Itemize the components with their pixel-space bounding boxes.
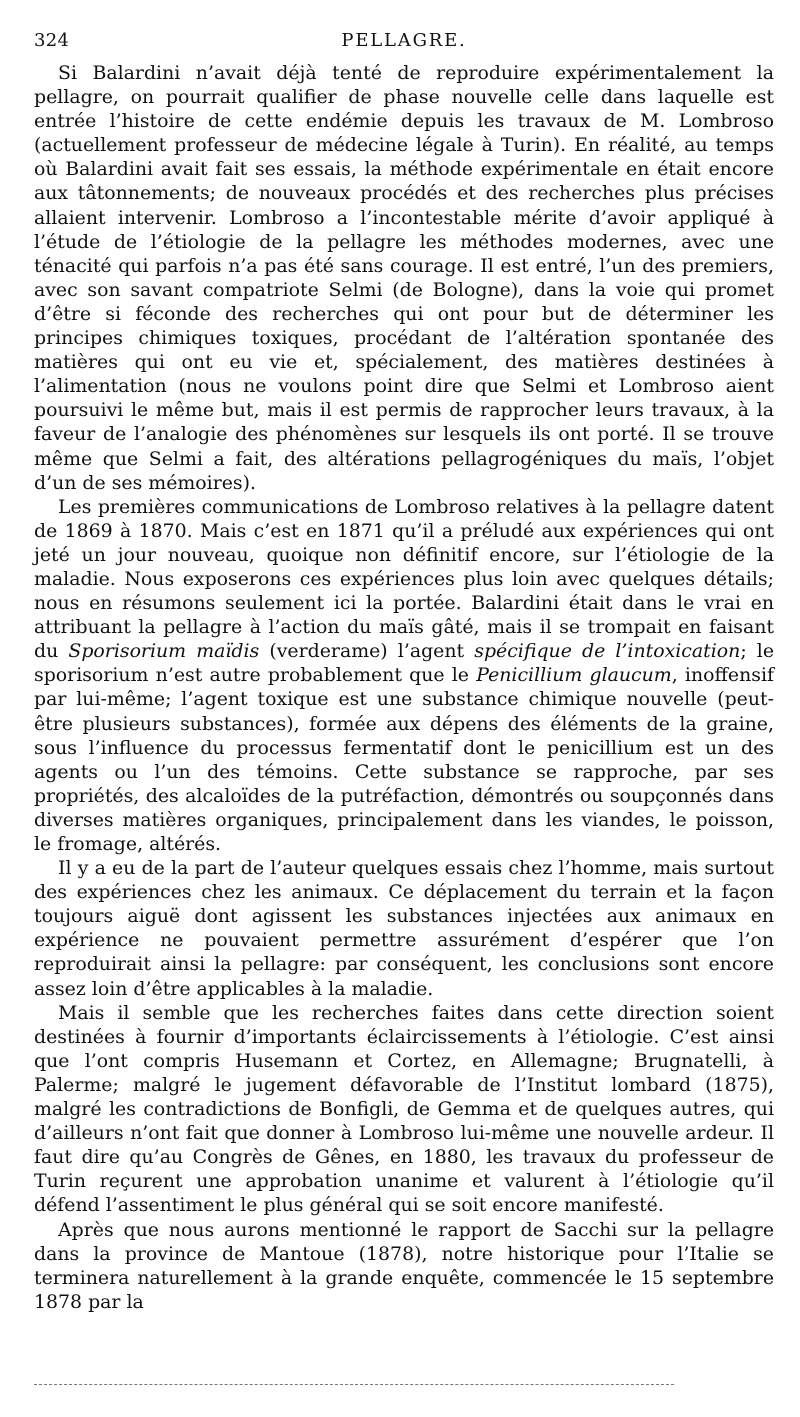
paragraph (34, 1001, 774, 1218)
paragraph (34, 61, 774, 495)
text-run: Il y a eu de la part de l’auteur quelques essais chez l’homme, mais surtout des expériences chez les animaux. Ce déplacement du terrain et la façon toujours aiguë dont agissent les substances injectées aux animaux en expérience ne pouvaient permettre assurément d’espérer que l’on reproduirait ainsi la pellagre: par conséquent, les conclusions sont encore assez loin d’être applicables à la maladie. (34, 857, 774, 1000)
paragraph (34, 856, 774, 1001)
text-run: , inoffensif par lui-même; l’agent toxique est une substance chimique nouvelle (peut-être plusieurs substances), formée aux dépens des éléments de la graine, sous l’influence du processus fermentatif dont le penicillium est un des agents ou l’un des témoins. Cette substance se rapproche, par ses propriétés, des alcaloïdes de la putréfaction, démontrés ou soupçonnés dans diverses matières organiques, principalement dans les viandes, le poisson, le fromage, altérés. (34, 664, 774, 855)
text-run: Si Balardini n’avait déjà tenté de reproduire expérimentalement la pellagre, on pourrait qualifier de phase nouvelle celle dans laquelle est entrée l’histoire de cette endémie depuis les travaux de M. Lombroso (actuellement professeur de médecine légale à Turin). En réalité, au temps où Balardini avait fait ses essais, la méthode expérimentale en était encore aux tâtonnements; de nouveaux procédés et des recherches plus précises allaient intervenir. Lombroso a l’incontestable mérite d’avoir appliqué à l’étude de l’étiologie de la pellagre les méthodes modernes, avec une ténacité qui parfois n’a pas été sans courage. Il est entré, l’un des premiers, avec son savant compatriote Selmi (de Bologne), dans la voie qui promet d’être si féconde des recherches qui ont pour but de déterminer les principes chimiques toxiques, procédant de l’altération spontanée des matières qui ont eu vie et, spécialement, des matières destinées à l’alimentation (nous ne voulons point dire que Selmi et Lombroso aient poursuivi le même but, mais il est permis de rapprocher leurs travaux, à la faveur de l’analogie des phénomènes sur lesquels ils ont porté. Il se trouve même que Selmi a fait, des altérations pellagrogéniques du maïs, l’objet d’un de ses mémoires). (34, 62, 774, 494)
body-text (34, 61, 774, 1314)
text-run: (verderame) l’agent (259, 640, 475, 663)
footer-dashed-rule (34, 1384, 674, 1385)
italic-term: Penicillium glaucum (476, 664, 672, 687)
paragraph (34, 1218, 774, 1314)
text-run: Après que nous aurons mentionné le rapport de Sacchi sur la pellagre dans la province de Mantoue (1878), notre historique pour l’Italie se terminera naturellement à la grande enquête, commencée le 15 septembre 1878 par la (34, 1218, 774, 1313)
paragraph (34, 495, 774, 856)
italic-term: spécifique de l’intoxication (474, 640, 741, 663)
italic-term: Sporisorium maïdis (68, 640, 260, 663)
text-run: Mais il semble que les recherches faites dans cette direction soient destinées à fournir d’importants éclaircissements à l’étiologie. C’est ainsi que l’ont compris Husemann et Cortez, en Allemagne; Brugnatelli, à Palerme; malgré le jugement défavorable de l’Institut lombard (1875), malgré les contradictions de Bonfigli, de Gemma et de quelques autres, qui d’ailleurs n’ont fait que donner à Lombroso lui-même une nouvelle ardeur. Il faut dire qu’au Congrès de Gênes, en 1880, les travaux du professeur de Turin reçurent une approbation unanime et valurent à l’étiologie qu’il défend l’assentiment le plus général qui se soit encore manifesté. (34, 1001, 774, 1217)
text-run: ; le sporisorium n’est autre probablement que le (34, 640, 775, 687)
text-run: Les premières communications de Lombroso relatives à la pellagre datent de 1869 à 1870. Mais c’est en 1871 qu’il a préludé aux expériences qui ont jeté un jour nouveau, quoique non définitif encore, sur l’étiologie de la maladie. Nous exposerons ces expériences plus loin avec quelques détails; nous en résumons seulement ici la portée. Balardini était dans le vrai en attribuant la pellagre à l’action du maïs gâté, mais il se trompait en faisant du (34, 495, 774, 663)
page-number: 324 (34, 30, 70, 51)
running-title: PELLAGRE. (341, 30, 467, 51)
page-header (34, 30, 774, 58)
